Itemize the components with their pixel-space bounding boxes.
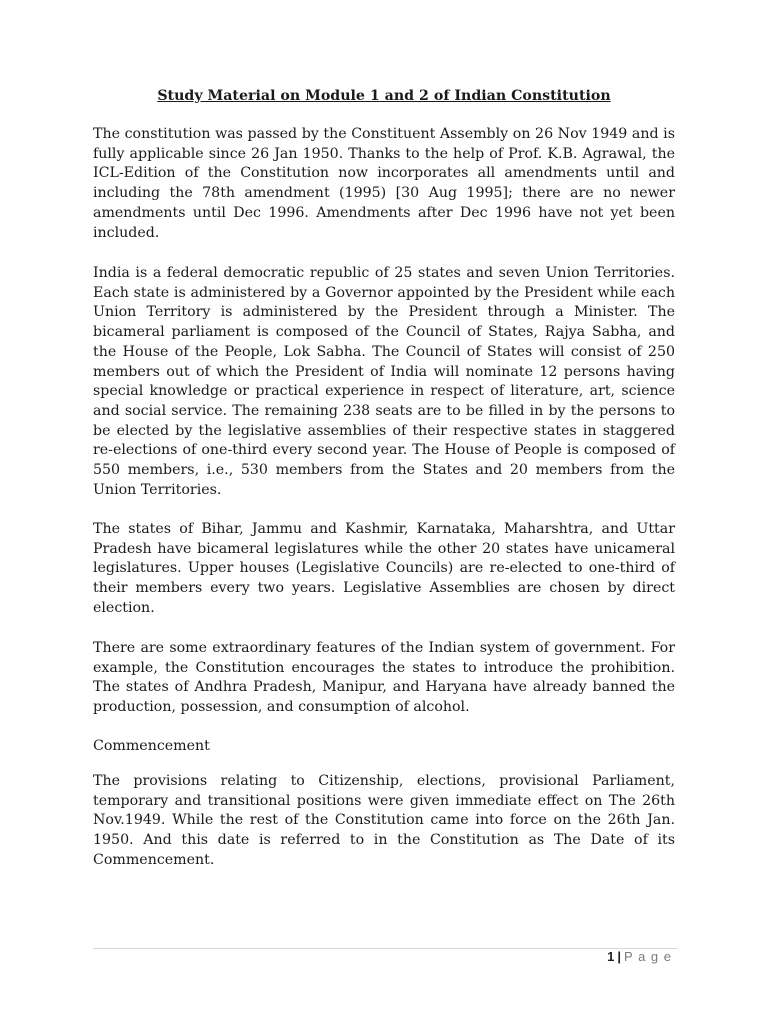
paragraph-bicameral-states: The states of Bihar, Jammu and Kashmir, Karnataka, Maharshtra, and Uttar Pradesh have bicameral legislatures while the other 20 states have unicameral legislatures. Upper houses (Legislative Councils) are re-elected to one-third of their members every two years. Legislative Assemblies are chosen by direct election. — [93, 521, 675, 616]
paragraph-federal-republic: India is a federal democratic republic of 25 states and seven Union Territories. Each state is administered by a Governor appointed by the President while each Union Territory is administered by the President through a Minister. The bicameral parliament is composed of the Council of States, Rajya Sabha, and the House of the People, Lok Sabha. The Council of States will consist of 250 members out of which the President of India will nominate 12 persons having special knowledge or practical experience in respect of literature, art, science and social service. The remaining 238 seats are to be filled in by the persons to be elected by the legislative assemblies of their respective states in staggered re-elections of one-third every second year. The House of People is composed of 550 members, i.e., 530 members from the States and 20 members from the Union Territories. — [93, 265, 675, 498]
footer-divider — [93, 948, 678, 949]
page-number: 1 — [607, 949, 616, 964]
paragraph-extraordinary-features: There are some extraordinary features of the Indian system of government. For example, the Constitution encourages the states to introduce the prohibition. The states of Andhra Pradesh, Manipur, and Haryana have already banned the production, possession, and consumption of alcohol. — [93, 640, 675, 716]
page-label: P a g e — [624, 949, 672, 964]
footer-separator: | — [617, 949, 623, 964]
page-footer — [607, 949, 672, 964]
paragraph-constitution-passed: The constitution was passed by the Constituent Assembly on 26 Nov 1949 and is fully applicable since 26 Jan 1950. Thanks to the help of Prof. K.B. Agrawal, the ICL-Edition of the Constitution now incorporates all amendments until and including the 78th amendment (1995) [30 Aug 1995]; there are no newer amendments until Dec 1996. Amendments after Dec 1996 have not yet been included. — [93, 126, 675, 241]
paragraph-commencement: The provisions relating to Citizenship, elections, provisional Parliament, temporary and transitional positions were given immediate effect on The 26th Nov.1949. While the rest of the Constitution came into force on the 26th Jan. 1950. And this date is referred to in the Constitution as The Date of its Commencement. — [93, 773, 675, 868]
section-heading-commencement: Commencement — [93, 738, 210, 754]
document-title: Study Material on Module 1 and 2 of Indian Constitution — [157, 88, 611, 104]
